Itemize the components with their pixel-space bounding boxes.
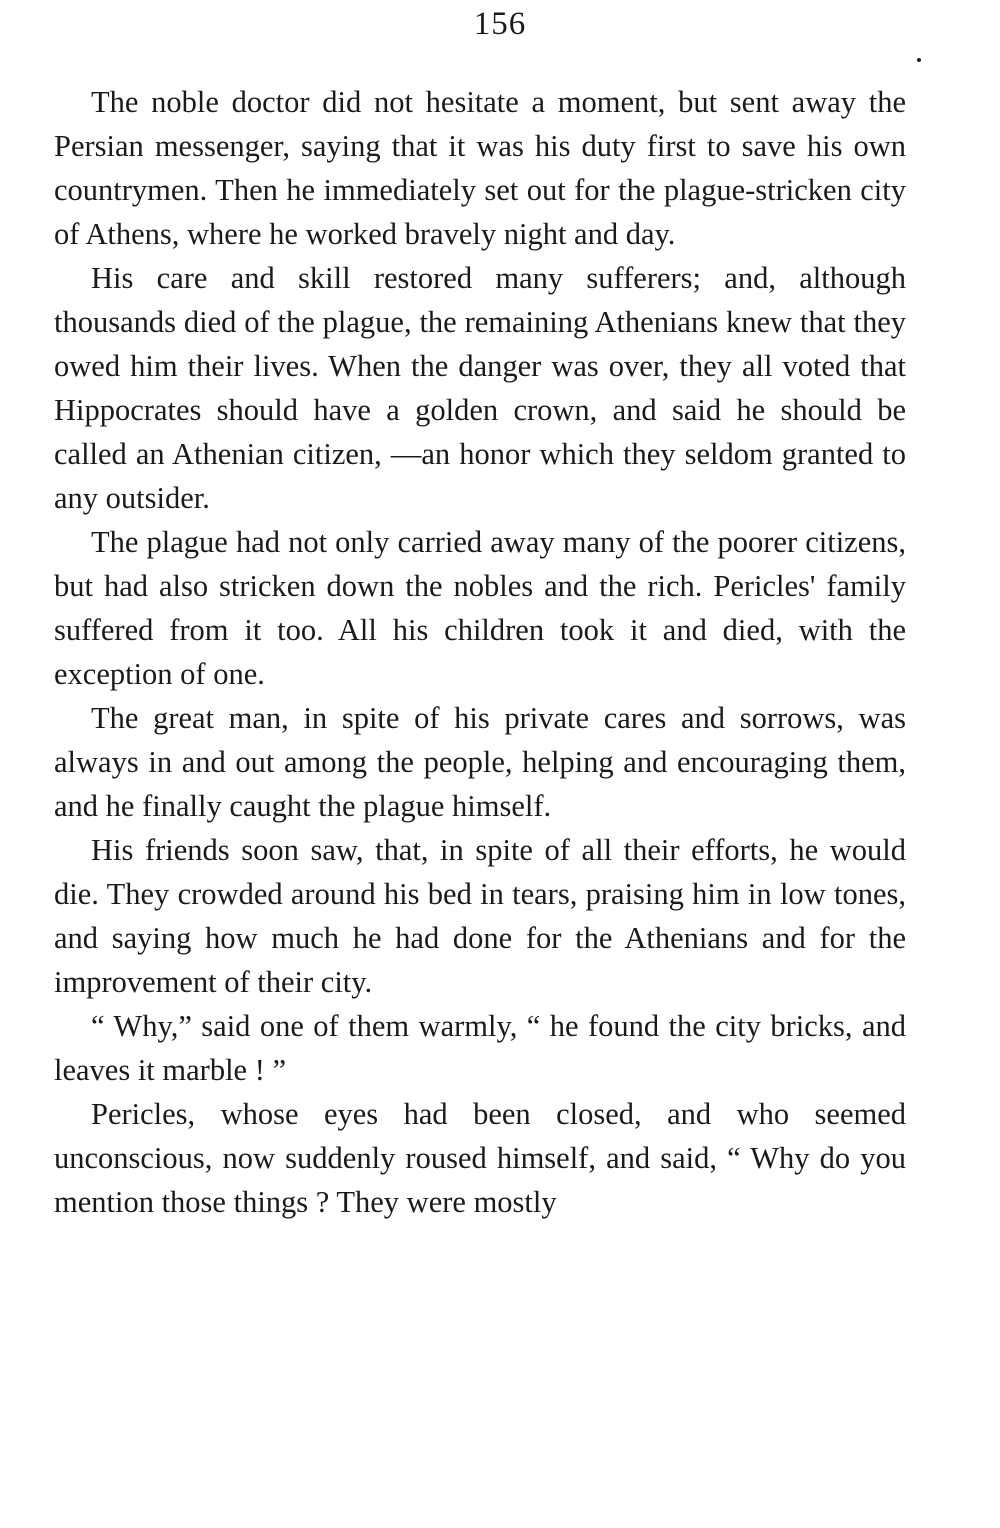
page-number: 156 [473, 6, 527, 42]
paragraph-golden-crown: His care and skill restored many sufferers; and, although thousands died of the plague, the remaining Athenians knew that they owed him their lives. When the danger was over, they all voted that Hippocrates should have a golden crown, and said he should be called an Athenian citizen, —an honor which they seldom granted to any outsider. [54, 261, 906, 515]
ink-speck [917, 58, 921, 62]
paragraph-city-marble-quote: “ Why,” said one of them warmly, “ he found the city bricks, and leaves it marble ! ” [54, 1009, 906, 1087]
paragraph-hippocrates-athens: The noble doctor did not hesitate a moment, but sent away the Persian messenger, saying that it was his duty first to save his own countrymen. Then he immediately set out for the plague-stricken city of Athens, where he worked bravely night and day. [54, 85, 906, 251]
paragraph-pericles-caught-plague: The great man, in spite of his private cares and sorrows, was always in and out among the people, helping and encouraging them, and he finally caught the plague himself. [54, 701, 906, 823]
paragraph-friends-praise: His friends soon saw, that, in spite of all their efforts, he would die. They crowded around his bed in tears, praising him in low tones, and saying how much he had done for the Athenians and for the improvement of their city. [54, 833, 906, 999]
paragraph-plague-nobles: The plague had not only carried away many of the poorer citizens, but had also stricken down the nobles and the rich. Pericles' family suffered from it too. All his children took it and died, with the exception of one. [54, 525, 906, 691]
paragraph-pericles-reply: Pericles, whose eyes had been closed, and who seemed unconscious, now suddenly roused himself, and said, “ Why do you mention those things ? They were mostly [54, 1097, 906, 1219]
body-text [54, 80, 906, 1224]
